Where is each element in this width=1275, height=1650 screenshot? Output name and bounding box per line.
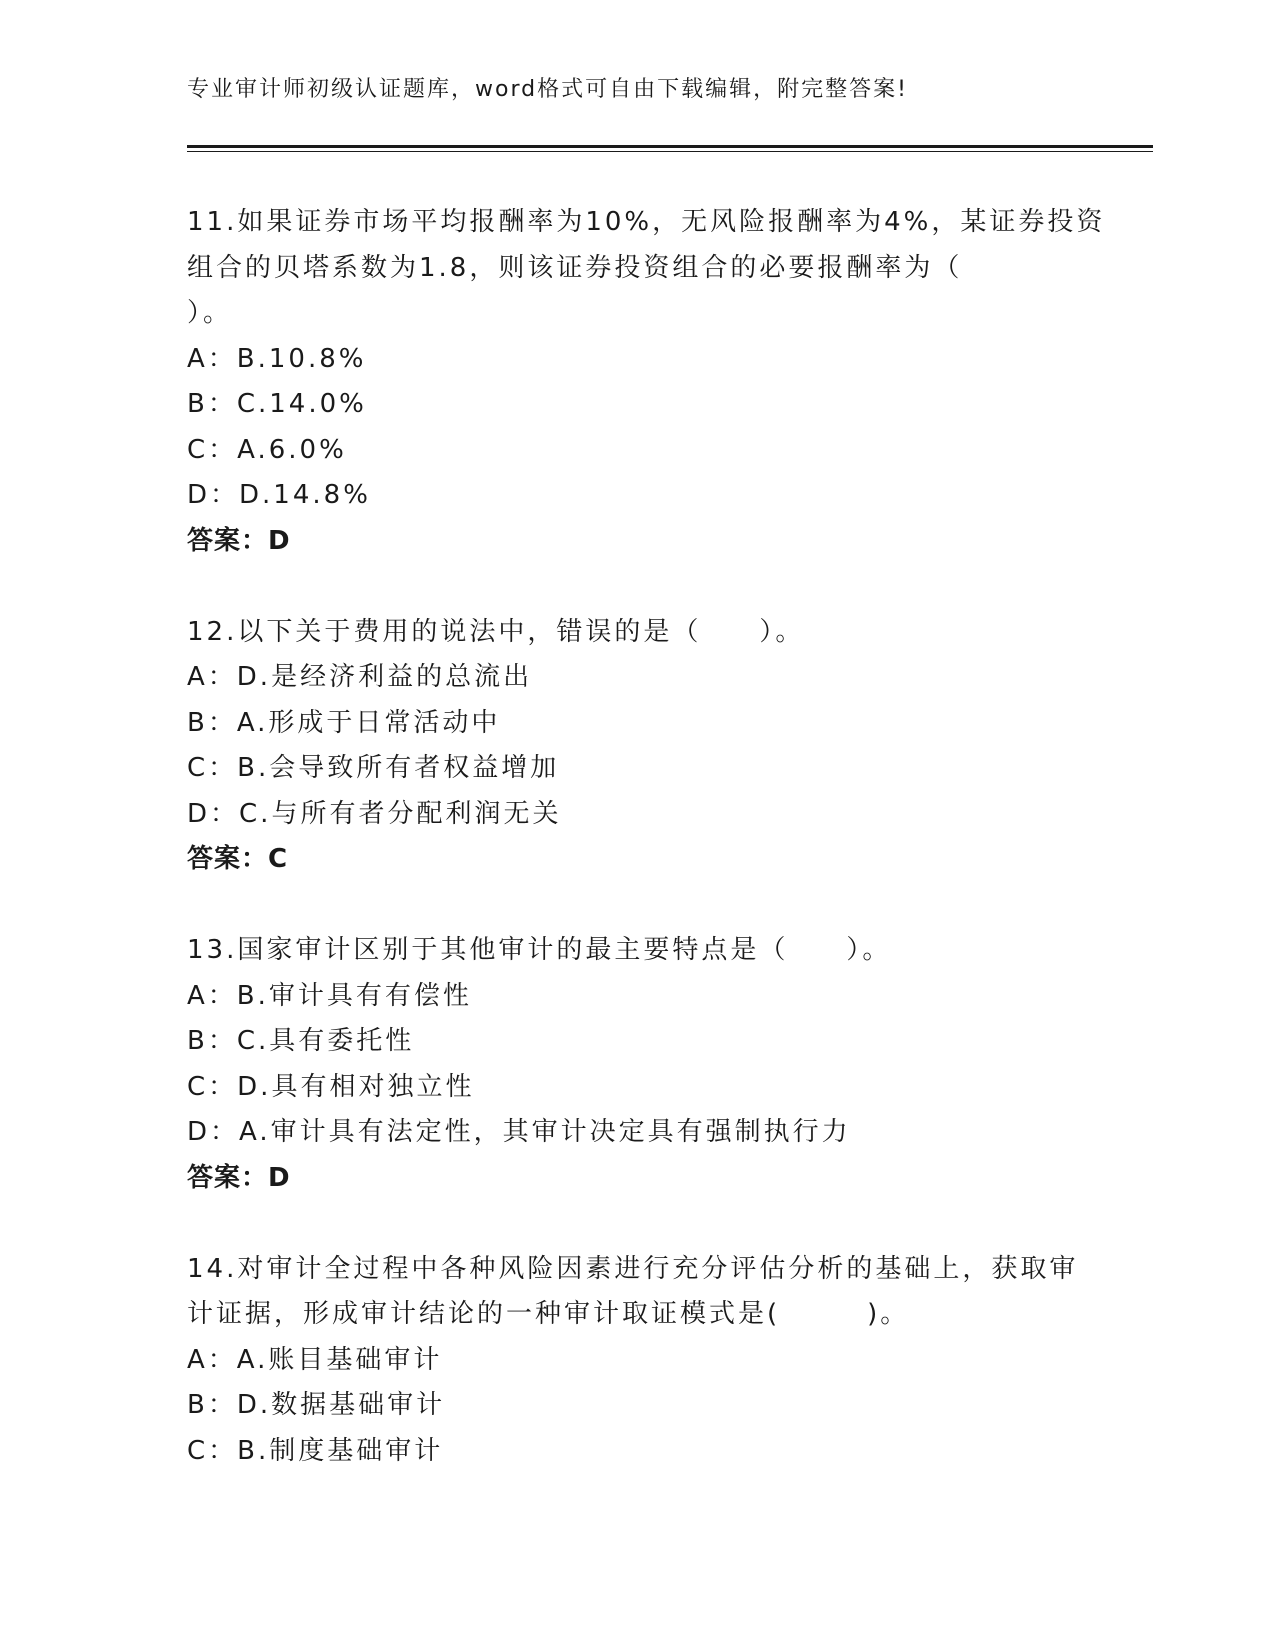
spacer xyxy=(187,564,1087,610)
option-c: C：B.会导致所有者权益增加 xyxy=(187,753,560,783)
question-list xyxy=(187,200,1106,1474)
option-a: A：B.审计具有有偿性 xyxy=(187,980,472,1011)
page-header: 专业审计师初级认证题库，word格式可自由下载编辑，附完整答案! xyxy=(187,77,908,102)
question-stem-line: 12.以下关于费用的说法中，错误的是（ ）。 xyxy=(187,616,805,647)
option-a: A：B.10.8% xyxy=(187,343,367,374)
option-a: A：A.账目基础审计 xyxy=(187,1344,443,1375)
question-stem-line: 14.对审计全过程中各种风险因素进行充分评估分析的基础上，获取审 xyxy=(187,1253,1079,1284)
question-12 xyxy=(187,610,1087,883)
option-b: B：D.数据基础审计 xyxy=(187,1390,446,1420)
question-stem-line: 13.国家审计区别于其他审计的最主要特点是（ ）。 xyxy=(187,935,892,965)
header-rule-thin xyxy=(187,151,1153,152)
question-14 xyxy=(187,1247,1087,1475)
option-b: B：A.形成于日常活动中 xyxy=(187,707,501,738)
question-11 xyxy=(187,200,1106,564)
option-c: C：D.具有相对独立性 xyxy=(187,1071,475,1102)
question-stem-line: ）。 xyxy=(187,298,233,328)
option-d: D：D.14.8% xyxy=(187,480,371,510)
option-c: C：B.制度基础审计 xyxy=(187,1435,444,1466)
answer: 答案：D xyxy=(187,525,291,556)
option-b: B：C.14.0% xyxy=(187,389,367,419)
option-d: D：C.与所有者分配利润无关 xyxy=(187,798,562,829)
spacer xyxy=(187,1201,1087,1247)
question-stem-line: 组合的贝塔系数为1.8，则该证券投资组合的必要报酬率为（ xyxy=(187,252,963,283)
answer: 答案：C xyxy=(187,844,289,874)
header-rule-thick xyxy=(187,145,1153,148)
spacer xyxy=(187,883,1087,929)
option-d: D：A.审计具有法定性，其审计决定具有强制执行力 xyxy=(187,1117,851,1147)
answer: 答案：D xyxy=(187,1162,291,1193)
question-stem-line: 11.如果证券市场平均报酬率为10%，无风险报酬率为4%，某证券投资 xyxy=(187,207,1106,237)
question-stem-line: 计证据，形成审计结论的一种审计取证模式是( )。 xyxy=(187,1299,910,1329)
option-b: B：C.具有委托性 xyxy=(187,1026,415,1056)
option-c: C：A.6.0% xyxy=(187,434,347,465)
option-a: A：D.是经济利益的总流出 xyxy=(187,662,533,692)
question-13 xyxy=(187,928,1087,1201)
